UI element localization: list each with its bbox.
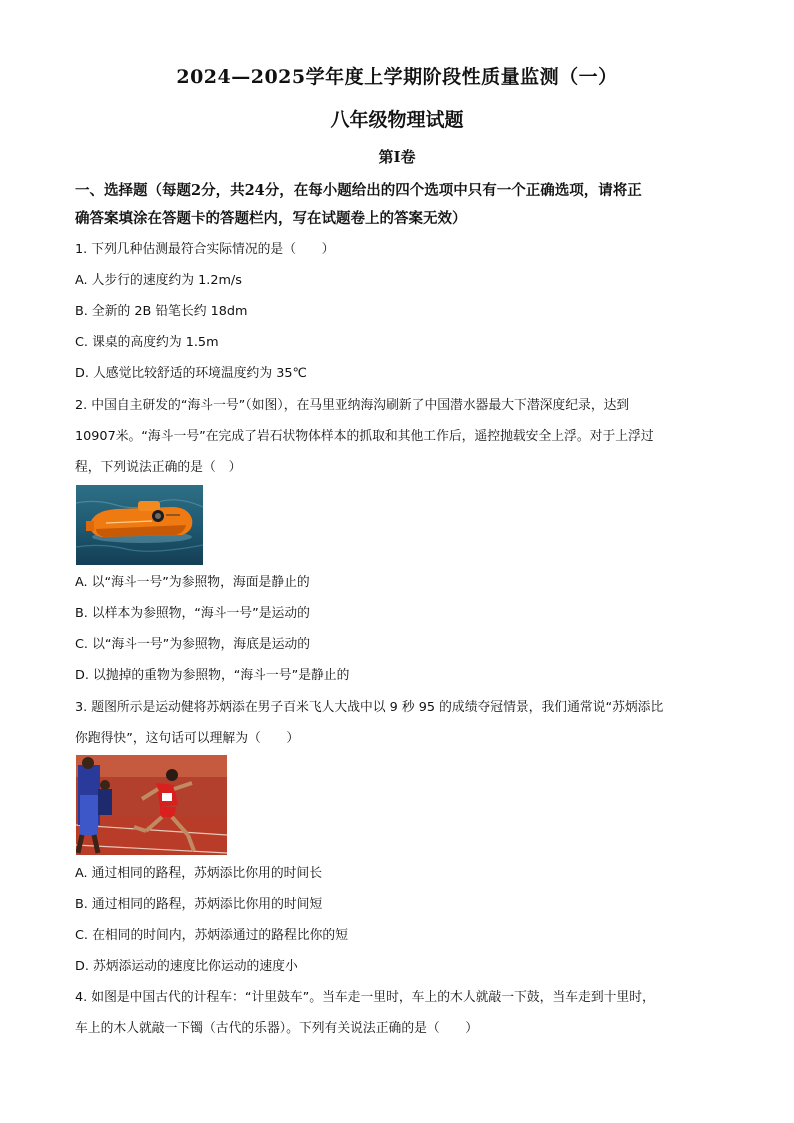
question-2-stem-line-3: 程，下列说法正确的是（ ） <box>75 460 242 475</box>
question-2-stem-line-2: 10907米。“海斗一号”在完成了岩石状物体样本的抓取和其他工作后，遥控抛载安全上浮。对于上浮过 <box>75 429 654 444</box>
sprinter-photo <box>76 755 227 855</box>
question-2-option-d: D. 以抛掉的重物为参照物，“海斗一号”是静止的 <box>75 668 350 683</box>
question-1-option-c: C. 课桌的高度约为 1.5m <box>75 335 219 350</box>
question-2-option-b: B. 以样本为参照物，“海斗一号”是运动的 <box>75 606 310 621</box>
section-instructions-line-1: 一、选择题（每题2分，共24分，在每小题给出的四个选项中只有一个正确选项，请将正 <box>75 182 642 199</box>
question-3-option-d: D. 苏炳添运动的速度比你运动的速度小 <box>75 959 298 974</box>
question-4-stem-line-1: 4. 如图是中国古代的计程车：“计里鼓车”。当车走一里时，车上的木人就敲一下鼓，当车走到十里时， <box>75 990 655 1005</box>
section-instructions-line-2: 确答案填涂在答题卡的答题栏内，写在试题卷上的答案无效） <box>75 210 467 227</box>
question-3-stem-line-1: 3. 题图所示是运动健将苏炳添在男子百米飞人大战中以 9 秒 95 的成绩夺冠情景，我们通常说“苏炳添比 <box>75 700 664 715</box>
question-3-option-a: A. 通过相同的路程，苏炳添比你用的时间长 <box>75 866 323 881</box>
exam-subtitle: 八年级物理试题 <box>330 109 464 131</box>
question-1-stem: 1. 下列几种估测最符合实际情况的是（ ） <box>75 242 335 257</box>
question-1-option-b: B. 全新的 2B 铅笔长约 18dm <box>75 304 248 319</box>
volume-label: 第Ⅰ卷 <box>378 148 416 166</box>
question-3-stem-line-2: 你跑得快”，这句话可以理解为（ ） <box>75 731 300 746</box>
question-1-option-a: A. 人步行的速度约为 1.2m/s <box>75 273 242 288</box>
question-2-option-a: A. 以“海斗一号”为参照物，海面是静止的 <box>75 575 310 590</box>
question-2-option-c: C. 以“海斗一号”为参照物，海底是运动的 <box>75 637 311 652</box>
question-2-stem-line-1: 2. 中国自主研发的“海斗一号”（如图），在马里亚纳海沟刷新了中国潜水器最大下潜深度纪录，达到 <box>75 398 630 413</box>
question-4-stem-line-2: 车上的木人就敲一下镯（古代的乐器）。下列有关说法正确的是（ ） <box>75 1021 479 1036</box>
exam-title: 2024—2025学年度上学期阶段性质量监测（一） <box>176 66 618 88</box>
question-3-option-c: C. 在相同的时间内，苏炳添通过的路程比你的短 <box>75 928 349 943</box>
question-3-option-b: B. 通过相同的路程，苏炳添比你用的时间短 <box>75 897 323 912</box>
submarine-photo <box>76 485 203 565</box>
question-1-option-d: D. 人感觉比较舒适的环境温度约为 35℃ <box>75 366 307 381</box>
